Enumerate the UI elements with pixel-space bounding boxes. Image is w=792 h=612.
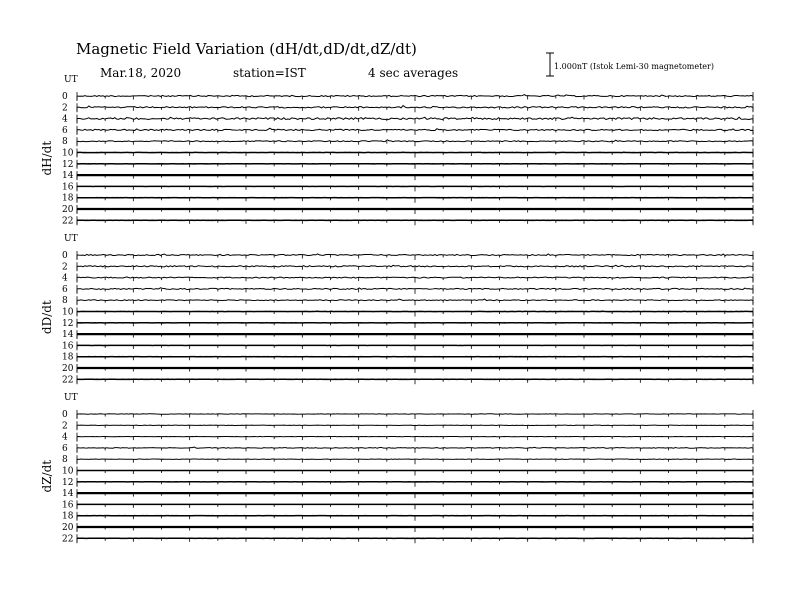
station-label: station=IST: [233, 66, 306, 80]
trace-row: [62, 103, 753, 113]
scale-label: 1.000nT (Istok Lemi-30 magnetometer): [554, 62, 714, 71]
trace-row: [62, 410, 753, 420]
trace-row: [62, 523, 753, 533]
hour-label: 16: [62, 182, 74, 193]
trace-row: [62, 375, 753, 385]
trace-row: [62, 353, 753, 363]
ut-label: UT: [64, 234, 78, 244]
hour-label: 10: [62, 466, 74, 477]
hour-label: 8: [62, 455, 68, 466]
hour-label: 12: [62, 318, 74, 329]
scale-bar: [546, 53, 554, 76]
trace-row: [62, 160, 753, 170]
trace-row: [62, 115, 753, 125]
trace-row: [62, 489, 753, 499]
trace-row: [62, 364, 753, 374]
hour-label: 4: [62, 432, 68, 443]
trace-row: [62, 216, 753, 226]
hour-label: 14: [62, 330, 74, 341]
hour-label: 2: [62, 262, 68, 273]
hour-label: 14: [62, 489, 74, 500]
trace-row: [62, 149, 753, 159]
trace-row: [62, 126, 753, 136]
ut-label: UT: [64, 393, 78, 403]
hour-label: 4: [62, 114, 68, 125]
component-label: dZ/dt: [40, 459, 54, 493]
panel-dhdt: [40, 75, 753, 226]
hour-label: 22: [62, 534, 74, 545]
trace-row: [62, 319, 753, 329]
trace-row: [62, 171, 753, 181]
trace-row: [62, 341, 753, 351]
trace-row: [62, 444, 753, 454]
ut-label: UT: [64, 75, 78, 85]
hour-label: 2: [62, 421, 68, 432]
hour-label: 8: [62, 296, 68, 307]
trace-row: [62, 285, 753, 295]
trace-row: [62, 512, 753, 522]
hour-label: 10: [62, 307, 74, 318]
hour-label: 0: [62, 92, 68, 102]
trace-row: [62, 308, 753, 318]
hour-label: 22: [62, 216, 74, 227]
hour-label: 2: [62, 103, 68, 114]
hour-label: 22: [62, 375, 74, 386]
trace-row: [62, 534, 753, 544]
trace-row: [62, 274, 753, 284]
date-label: Mar.18, 2020: [100, 66, 182, 80]
hour-label: 20: [62, 523, 74, 533]
trace-row: [62, 137, 753, 147]
hour-label: 18: [62, 511, 74, 522]
hour-label: 6: [62, 284, 68, 295]
averaging-label: 4 sec averages: [368, 66, 459, 80]
hour-label: 18: [62, 352, 74, 363]
hour-label: 12: [62, 159, 74, 170]
hour-label: 0: [62, 251, 68, 261]
trace-row: [62, 182, 753, 192]
hour-label: 6: [62, 443, 68, 454]
trace-row: [62, 330, 753, 340]
hour-label: 14: [62, 171, 74, 182]
hour-label: 20: [62, 364, 74, 374]
chart-title: Magnetic Field Variation (dH/dt,dD/dt,dZ/dt): [76, 40, 417, 58]
trace-row: [62, 262, 753, 272]
trace-row: [62, 500, 753, 510]
hour-label: 0: [62, 410, 68, 420]
trace-row: [62, 194, 753, 204]
hour-label: 16: [62, 500, 74, 511]
hour-label: 18: [62, 193, 74, 204]
trace-row: [62, 421, 753, 431]
panel-dzdt: [40, 393, 753, 544]
trace-row: [62, 433, 753, 443]
hour-label: 10: [62, 148, 74, 159]
panel-dddt: [40, 234, 753, 385]
hour-label: 4: [62, 273, 68, 284]
hour-label: 6: [62, 125, 68, 136]
hour-label: 8: [62, 137, 68, 148]
component-label: dH/dt: [40, 140, 54, 176]
hour-label: 12: [62, 477, 74, 488]
hour-label: 20: [62, 205, 74, 215]
trace-row: [62, 92, 753, 102]
trace-row: [62, 455, 753, 465]
trace-row: [62, 478, 753, 488]
component-label: dD/dt: [40, 300, 54, 335]
trace-row: [62, 205, 753, 215]
hour-label: 16: [62, 341, 74, 352]
trace-row: [62, 251, 753, 261]
trace-row: [62, 296, 753, 306]
trace-row: [62, 467, 753, 477]
